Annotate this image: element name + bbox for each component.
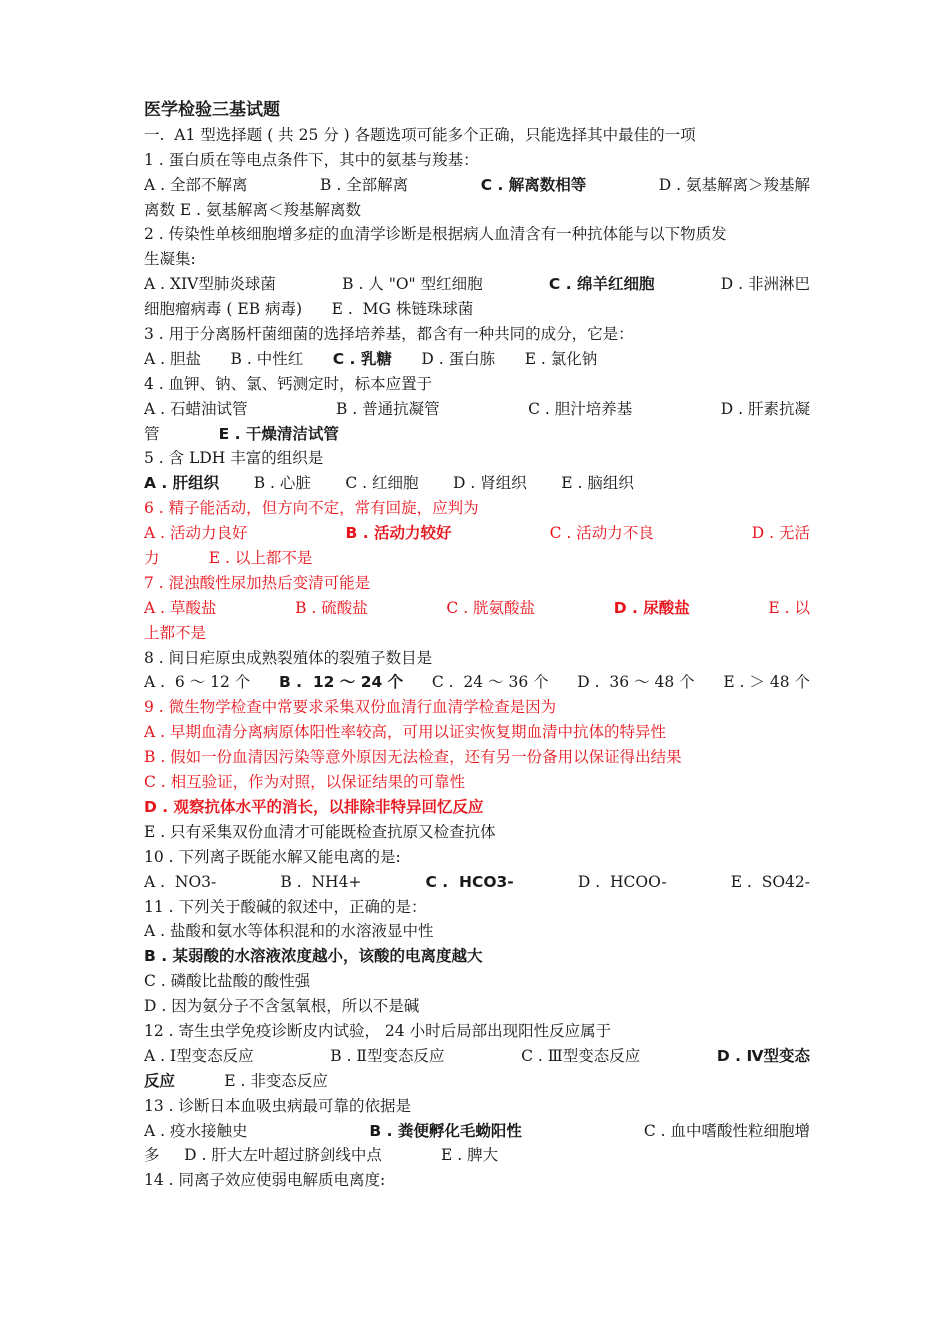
question-9-option-b: B . 假如一份血清因污染等意外原因无法检查，还有另一份备用以保证得出结果 (144, 748, 682, 767)
option-d-wrap: 管 (144, 424, 160, 443)
option-a: A . 石蜡油试管 (144, 399, 248, 418)
question-2-options (144, 272, 810, 297)
option-e: E . 脑组织 (561, 474, 634, 493)
option-b: B . 硫酸盐 (295, 598, 368, 617)
question-7-options (144, 596, 810, 621)
question-4-stem: 4 . 血钾、钠、氯、钙测定时，标本应置于 (144, 374, 433, 393)
option-b: B . NH4+ (280, 872, 362, 891)
option-c: C . Ⅲ型变态反应 (521, 1046, 641, 1065)
option-e: E . ＞ 48 个 (723, 673, 810, 692)
option-a: A . 6 ～ 12 个 (144, 673, 251, 692)
question-4-options-wrap (144, 422, 810, 447)
option-d: D . 氨基解离＞羧基解 (658, 175, 810, 194)
question-2-stem-cont: 生凝集: (144, 250, 196, 269)
option-d-answer: D . 尿酸盐 (613, 598, 690, 617)
question-2-stem: 2 . 传染性单核细胞增多症的血清学诊断是根据病人血清含有一种抗体能与以下物质发 (144, 225, 727, 244)
option-c: C . 胱氨酸盐 (446, 598, 536, 617)
option-d: D . 肝素抗凝 (720, 399, 810, 418)
option-d-answer-wrap: 反应 (144, 1071, 176, 1090)
option-a: A . 活动力良好 (144, 524, 248, 543)
option-e: E . 氯化钠 (524, 349, 598, 368)
option-b-answer: B . 12 ～ 24 个 (278, 673, 404, 692)
question-7-stem: 7 . 混浊酸性尿加热后变清可能是 (144, 573, 371, 592)
option-d: D . 肝大左叶超过脐剑线中点 (184, 1146, 382, 1165)
question-11-stem: 11 . 下列关于酸碱的叙述中，正确的是： (144, 897, 427, 916)
option-a: A . XIV型肺炎球菌 (144, 275, 276, 294)
question-9-option-a: A . 早期血清分离病原体阳性率较高，可用以证实恢复期血清中抗体的特异性 (144, 723, 666, 742)
option-e: E . SO42- (730, 872, 810, 891)
question-6-options (144, 521, 810, 546)
question-9-option-c: C . 相互验证，作为对照，以保证结果的可靠性 (144, 773, 466, 792)
option-e-answer: E . 干燥清洁试管 (218, 424, 339, 443)
option-d: D . 非洲淋巴 (720, 275, 810, 294)
question-12-options (144, 1044, 810, 1069)
question-7-options-wrap: 上都不是 (144, 623, 207, 642)
question-11-option-a: A . 盐酸和氨水等体积混和的水溶液显中性 (144, 922, 434, 941)
question-12-stem: 12 . 寄生虫学免疫诊断皮内试验， 24 小时后局部出现阳性反应属于 (144, 1021, 612, 1040)
question-6-options-wrap (144, 546, 810, 571)
question-1-options (144, 173, 810, 198)
option-c: C . 血中嗜酸性粒细胞增 (643, 1121, 810, 1140)
option-c-answer: C . HCO3- (425, 872, 514, 891)
option-a: A . NO3- (144, 872, 217, 891)
option-c: C . 红细胞 (345, 474, 419, 493)
option-b: B . 全部解离 (320, 175, 409, 194)
option-d: D . 无活 (751, 524, 810, 543)
option-c-answer: C . 解离数相等 (480, 175, 587, 194)
question-11-option-c: C . 磷酸比盐酸的酸性强 (144, 972, 311, 991)
question-5-options (144, 471, 810, 496)
option-e: E . 脾大 (441, 1146, 499, 1165)
option-b: B . 普通抗凝管 (335, 399, 440, 418)
question-8-options (144, 670, 810, 695)
option-c: C . 活动力不良 (549, 524, 654, 543)
option-c-wrap: 多 (144, 1146, 160, 1165)
option-b: B . Ⅱ型变态反应 (330, 1046, 445, 1065)
option-c-answer: C . 绵羊红细胞 (548, 275, 655, 294)
option-a: A . 胆盐 (144, 349, 201, 368)
question-10-stem: 10 . 下列离子既能水解又能电离的是: (144, 847, 401, 866)
option-c: C . 胆汁培养基 (528, 399, 633, 418)
question-11-option-b-answer: B . 某弱酸的水溶液浓度越小，该酸的电离度越大 (144, 947, 483, 966)
question-5-stem: 5 . 含 LDH 丰富的组织是 (144, 449, 324, 468)
question-9-stem: 9 . 微生物学检查中常要求采集双份血清行血清学检查是因为 (144, 698, 557, 717)
option-d-wrap: 力 (144, 549, 160, 568)
option-a: A . 草酸盐 (144, 598, 217, 617)
option-a: A . 疫水接触史 (144, 1121, 248, 1140)
question-14-stem: 14 . 同离子效应使弱电解质电离度: (144, 1171, 386, 1190)
question-13-options-wrap (144, 1143, 810, 1168)
question-10-options (144, 870, 810, 895)
question-1-stem: 1 . 蛋白质在等电点条件下，其中的氨基与羧基： (144, 150, 479, 169)
option-d: D . 蛋白胨 (421, 349, 496, 368)
option-d: D . 36 ～ 48 个 (577, 673, 695, 692)
question-6-stem: 6 . 精子能活动，但方向不定，常有回旋，应判为 (144, 499, 479, 518)
question-8-stem: 8 . 间日疟原虫成熟裂殖体的裂殖子数目是 (144, 648, 433, 667)
option-c: C . 24 ～ 36 个 (431, 673, 549, 692)
question-11-option-d: D . 因为氨分子不含氢氧根，所以不是碱 (144, 997, 420, 1016)
option-a-answer: A . 肝组织 (144, 474, 220, 493)
option-b: B . 心脏 (253, 474, 311, 493)
option-b-answer: B . 粪便孵化毛蚴阳性 (369, 1121, 522, 1140)
question-1-options-wrap: 离数 E . 氨基解离＜羧基解离数 (144, 200, 362, 219)
question-4-options (144, 397, 810, 422)
option-a: A . 全部不解离 (144, 175, 248, 194)
option-b-answer: B . 活动力较好 (345, 524, 452, 543)
question-2-options-wrap: 细胞瘤病毒 ( EB 病毒) E . MG 株链珠球菌 (144, 300, 474, 319)
document-title: 医学检验三基试题 (144, 100, 280, 120)
option-e: E . 以 (768, 598, 810, 617)
option-d: D . HCOO- (577, 872, 667, 891)
exam-document (144, 98, 810, 1193)
option-b: B . 人 "O" 型红细胞 (342, 275, 483, 294)
option-c-answer: C . 乳糖 (332, 349, 392, 368)
option-e: E . 非变态反应 (224, 1071, 328, 1090)
option-d: D . 肾组织 (453, 474, 527, 493)
question-3-options (144, 347, 810, 372)
option-d-answer: D . Ⅳ型变态 (716, 1046, 810, 1065)
question-13-options (144, 1119, 810, 1144)
question-13-stem: 13 . 诊断日本血吸虫病最可靠的依据是 (144, 1096, 412, 1115)
question-3-stem: 3 . 用于分离肠杆菌细菌的选择培养基，都含有一种共同的成分，它是： (144, 325, 634, 344)
question-12-options-wrap (144, 1069, 810, 1094)
option-b: B . 中性红 (230, 349, 304, 368)
option-a: A . Ⅰ型变态反应 (144, 1046, 254, 1065)
section-intro: 一. A1 型选择题 ( 共 25 分 ) 各题选项可能多个正确，只能选择其中最佳的一项 (144, 125, 696, 144)
question-9-option-d-answer: D . 观察抗体水平的消长，以排除非特异回忆反应 (144, 797, 484, 816)
option-e: E . 以上都不是 (208, 549, 313, 568)
question-9-option-e: E . 只有采集双份血清才可能既检查抗原又检查抗体 (144, 822, 496, 841)
